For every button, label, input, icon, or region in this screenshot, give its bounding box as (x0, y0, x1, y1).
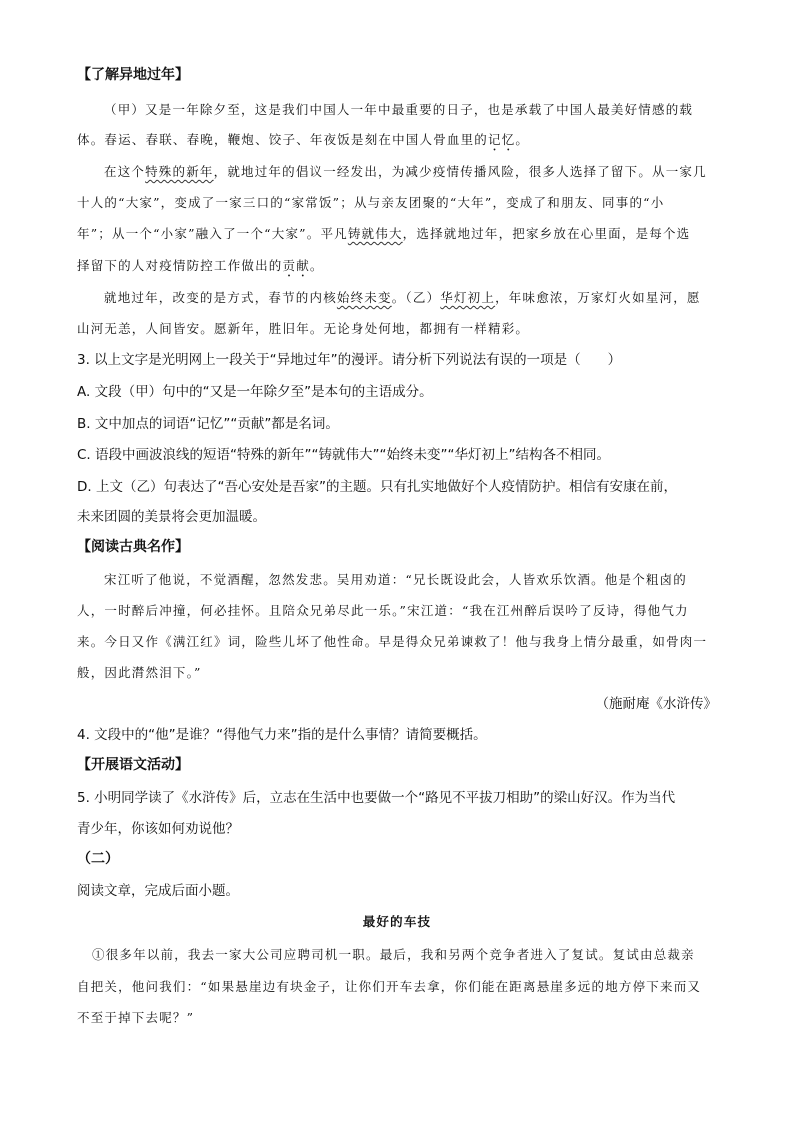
article-line: ①很多年以前，我去一家大公司应聘司机一职。最后，我和另两个竞争者进入了复试。复试由总裁亲 (92, 947, 695, 962)
question-3-stem: 3. 以上文字是光明网上一段关于“异地过年”的漫评。请分析下列说法有误的一项是（ ） (77, 352, 622, 368)
passage2-line (77, 224, 690, 242)
question-5: 5. 小明同学读了《水浒传》后，立志在生活中也要做一个“路见不平拔刀相助”的梁山好汉。作为当代 (77, 790, 676, 806)
passage2-line (104, 162, 707, 180)
article-title: 最好的车技 (362, 914, 432, 929)
passage3-line: 山河无恙，人间皆安。愿新年，胜旧年。无论身处何地，都拥有一样精彩。 (77, 321, 530, 336)
question-5-cont: 青少年，你该如何劝说他？ (77, 821, 239, 837)
passage1-line (77, 130, 529, 154)
text-span: 。（乙） (391, 290, 441, 305)
option-a: A. 文段（甲）句中的“又是一年除夕至”是本句的主语成分。 (77, 384, 433, 400)
text-span: 就地过年，改变的是方式，春节的内核 (104, 290, 337, 305)
passage3-line (104, 288, 701, 306)
text-span: 体。春运、春联、春晚，鞭炮、饺子、年夜饭是刻在中国人骨血里的 (77, 132, 489, 147)
text-span: ，年味愈浓，万家灯火如星河，愿 (495, 290, 701, 305)
wavy-phrase: 铸就伟大 (347, 226, 403, 241)
text-span: 。 (515, 132, 530, 147)
instruction: 阅读文章，完成后面小题。 (77, 883, 239, 899)
option-d: D. 上文（乙）句表达了“吾心安处是吾家”的主题。只有扎实地做好个人疫情防护。相信有安康在前， (77, 479, 677, 495)
question-4: 4. 文段中的“他”是谁？“得他气力来”指的是什么事情？请简要概括。 (77, 727, 487, 743)
classic-passage-line: 人，一时醉后冲撞，何必挂怀。且陪众兄弟尽此一乐。”宋江道：“我在江州醉后误吟了反诗，得他气力 (77, 603, 689, 618)
dotted-word: 贡献 (282, 258, 310, 273)
text-span: 年”；从一个“小家”融入了一个“大家”。平凡 (77, 226, 348, 241)
option-d-cont: 未来团圆的美景将会更加温暖。 (77, 509, 266, 525)
section-heading-3: 【开展语文活动】 (77, 757, 189, 773)
passage1-line: （甲）又是一年除夕至，这是我们中国人一年中最重要的日子，也是承载了中国人最美好情感的载 (104, 102, 694, 117)
article-line: 自把关，他问我们：“如果悬崖边有块金子，让你们开车去拿，你们能在距离悬崖多远的地方停下来而又 (77, 979, 702, 994)
classic-passage-line: 般，因此潸然泪下。” (77, 665, 202, 680)
dotted-word: 记忆 (488, 132, 516, 147)
section-heading-2: 【阅读古典名作】 (77, 539, 189, 555)
part-heading: （二） (77, 851, 119, 867)
option-b: B. 文中加点的词语“记忆”“贡献”都是名词。 (77, 416, 339, 432)
wavy-phrase: 华灯初上 (440, 290, 496, 305)
text-span: 。 (309, 258, 324, 273)
wavy-phrase: 始终未变 (336, 290, 392, 305)
classic-passage-line: 来。今日又作《满江红》词，险些儿坏了他性命。早是得众兄弟谏救了！他与我身上情分最重，如骨肉一 (77, 634, 708, 649)
article-line: 不至于掉下去呢？” (77, 1010, 195, 1025)
text-span: ，选择就地过年，把家乡放在心里面，是每个选 (402, 226, 691, 241)
classic-passage-line: 宋江听了他说，不觉酒醒，忽然发悲。吴用劝道：“兄长既设此会，人皆欢乐饮酒。他是个粗卤的 (104, 572, 687, 587)
source-citation: （施耐庵《水浒传》 (595, 696, 717, 712)
section-heading-1: 【了解异地过年】 (77, 67, 189, 83)
passage2-line (77, 256, 324, 280)
wavy-phrase: 特殊的新年 (145, 164, 214, 179)
passage2-line: 十人的“大家”，变成了一家三口的“家常饭”；从与亲友团聚的“大年”，变成了和朋友、同事的“小 (77, 195, 665, 210)
text-span: 择留下的人对疫情防控工作做出的 (77, 258, 283, 273)
option-c: C. 语段中画波浪线的短语“特殊的新年”“铸就伟大”“始终未变”“华灯初上”结构各不相同。 (77, 447, 610, 463)
text-span: ，就地过年的倡议一经发出，为减少疫情传播风险，很多人选择了留下。从一家几 (213, 164, 707, 179)
text-span: 在这个 (104, 164, 146, 179)
